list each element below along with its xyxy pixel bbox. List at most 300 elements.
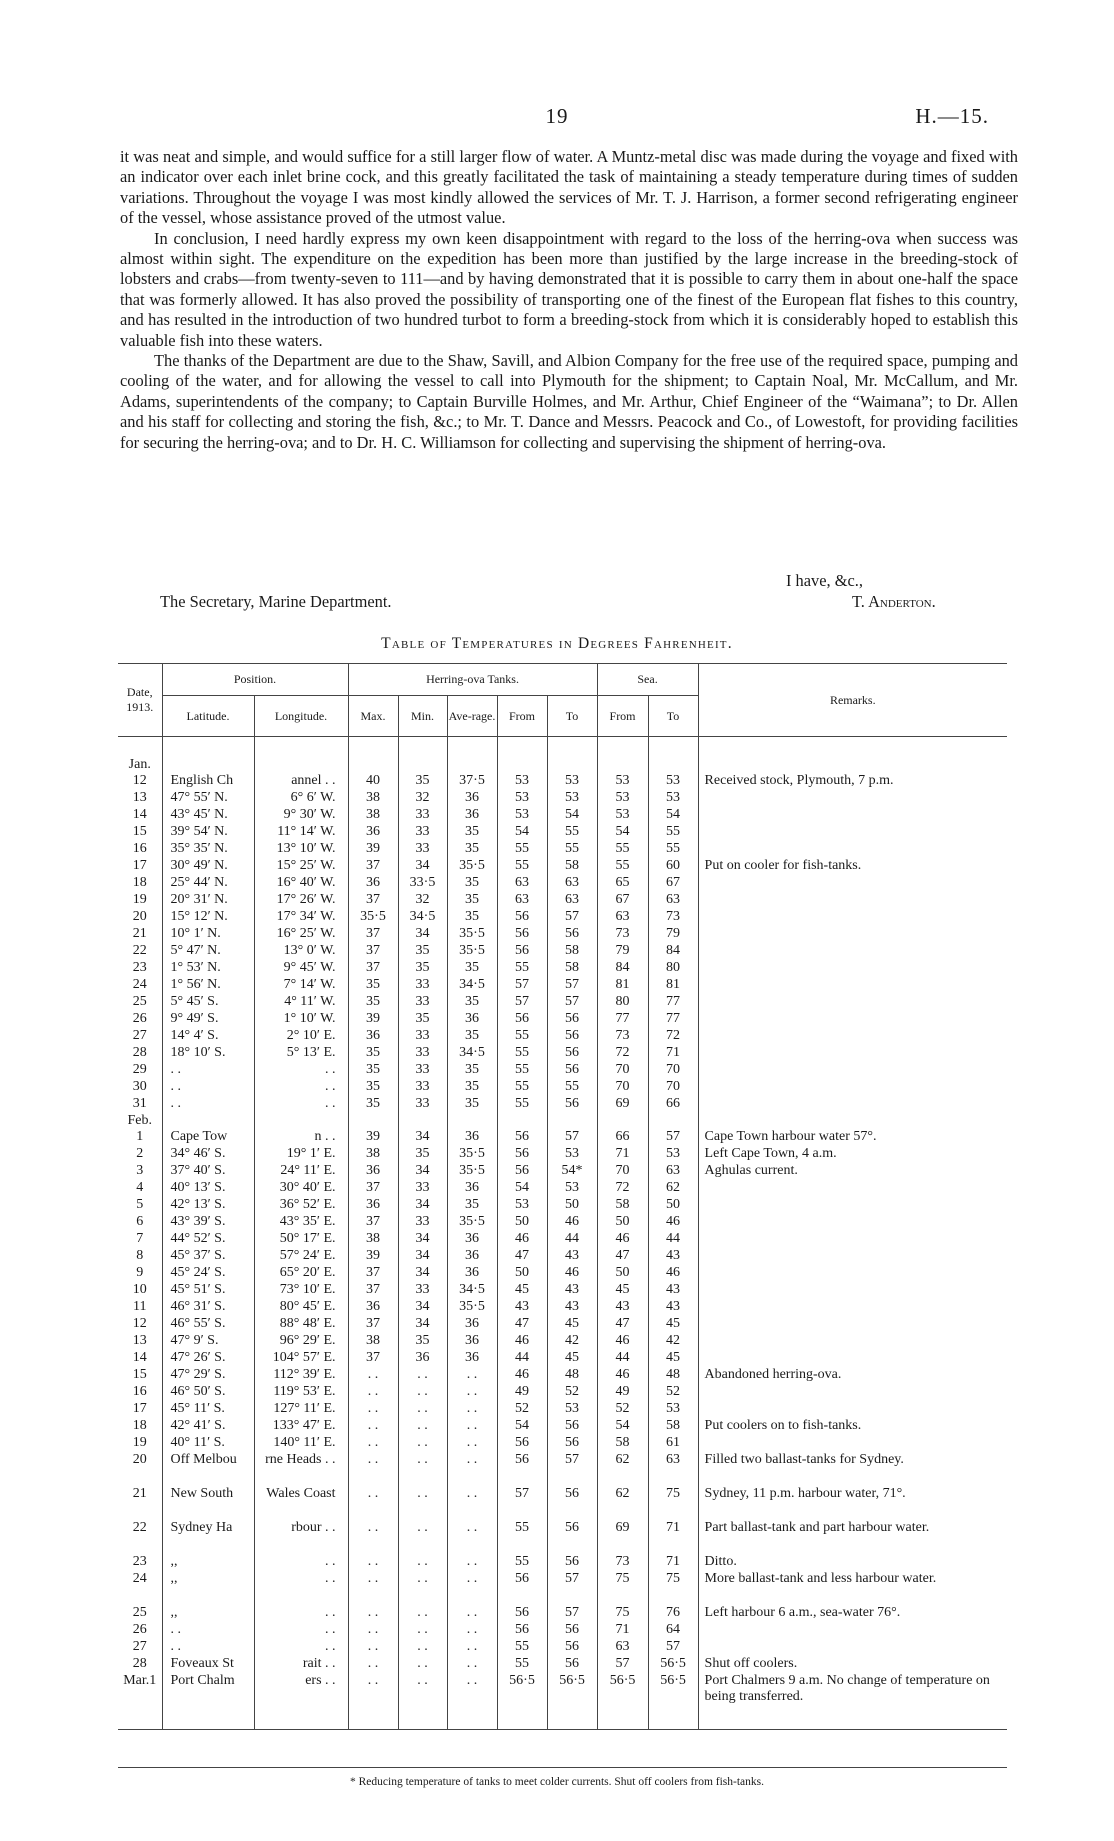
table-row	[118, 1028, 1007, 1045]
latitude-cell: ,,	[162, 1605, 254, 1622]
sea-from-cell: 50	[597, 1214, 648, 1231]
tank-max-cell: . .	[348, 1384, 398, 1401]
sea-to-cell: 46	[648, 1214, 698, 1231]
tank-from-cell: 63	[497, 875, 547, 892]
table-row	[118, 1367, 1007, 1384]
tank-to-cell: 56	[547, 1045, 597, 1062]
remarks-cell	[698, 1028, 1007, 1045]
remarks-cell	[698, 841, 1007, 858]
latitude-cell: 45° 51′ S.	[162, 1282, 254, 1299]
tank-from-cell: 46	[497, 1367, 547, 1384]
sea-from-cell: 45	[597, 1282, 648, 1299]
tank-min-cell: 34·5	[398, 909, 447, 926]
tank-average-cell: 37·5	[447, 773, 497, 790]
month-label: Jan.	[128, 757, 151, 772]
date-cell: 28	[132, 1045, 147, 1060]
header-sea-from: From	[597, 696, 648, 737]
remarks-cell	[698, 1639, 1007, 1656]
body-text	[120, 147, 1018, 453]
tank-min-cell: 35	[398, 1146, 447, 1163]
tank-max-cell: 36	[348, 875, 398, 892]
sea-to-cell: 75	[648, 1571, 698, 1605]
tank-from-cell: 55	[497, 1656, 547, 1673]
tank-to-cell: 56	[547, 1096, 597, 1113]
sea-to-cell: 67	[648, 875, 698, 892]
sea-to-cell: 71	[648, 1045, 698, 1062]
tank-to-cell: 57	[547, 977, 597, 994]
table-row	[118, 858, 1007, 875]
header-tank-to: To	[547, 696, 597, 737]
latitude-cell: 35° 35′ N.	[162, 841, 254, 858]
table-row	[118, 1554, 1007, 1571]
sea-to-cell	[648, 1113, 698, 1129]
tank-to-cell: 52	[547, 1384, 597, 1401]
sea-from-cell: 72	[597, 1180, 648, 1197]
sea-to-cell: 62	[648, 1180, 698, 1197]
sea-from-cell: 44	[597, 1350, 648, 1367]
tank-average-cell: 36	[447, 1011, 497, 1028]
sea-from-cell: 66	[597, 1129, 648, 1146]
tank-to-cell	[547, 1113, 597, 1129]
tank-max-cell: 36	[348, 1163, 398, 1180]
date-cell: 26	[132, 1011, 147, 1026]
remarks-cell: Left Cape Town, 4 a.m.	[698, 1146, 1007, 1163]
longitude-cell: rne Heads . .	[254, 1452, 348, 1486]
tank-to-cell: 53	[547, 1180, 597, 1197]
latitude-cell: 15° 12′ N.	[162, 909, 254, 926]
tank-from-cell: 56	[497, 1011, 547, 1028]
latitude-cell: 47° 29′ S.	[162, 1367, 254, 1384]
date-cell: 9	[136, 1265, 144, 1280]
remarks-cell	[698, 1113, 1007, 1129]
tank-average-cell: 36	[447, 1316, 497, 1333]
latitude-cell: 43° 45′ N.	[162, 807, 254, 824]
tank-average-cell: . .	[447, 1571, 497, 1605]
tank-from-cell: 63	[497, 892, 547, 909]
table-row	[118, 1045, 1007, 1062]
sea-from-cell: 69	[597, 1520, 648, 1554]
table-row	[118, 1282, 1007, 1299]
tank-to-cell: 58	[547, 943, 597, 960]
tank-min-cell: 34	[398, 1299, 447, 1316]
longitude-cell: . .	[254, 1605, 348, 1622]
sea-to-cell: 63	[648, 1163, 698, 1180]
date-cell: 22	[132, 943, 147, 958]
tank-min-cell: 34	[398, 1248, 447, 1265]
remarks-cell	[698, 1350, 1007, 1367]
header-sea: Sea.	[597, 664, 698, 696]
latitude-cell: Port Chalm	[162, 1673, 254, 1723]
tank-to-cell: 46	[547, 1265, 597, 1282]
sea-from-cell: 84	[597, 960, 648, 977]
tank-min-cell: 36	[398, 1350, 447, 1367]
table-row	[118, 824, 1007, 841]
sea-to-cell	[648, 757, 698, 773]
tank-min-cell: . .	[398, 1622, 447, 1639]
longitude-cell: 140° 11′ E.	[254, 1435, 348, 1452]
tank-max-cell: . .	[348, 1673, 398, 1723]
latitude-cell: ,,	[162, 1554, 254, 1571]
tank-max-cell: . .	[348, 1452, 398, 1486]
tank-to-cell: 46	[547, 1214, 597, 1231]
tank-min-cell: 33·5	[398, 875, 447, 892]
sea-from-cell: 47	[597, 1248, 648, 1265]
tank-average-cell: . .	[447, 1605, 497, 1622]
date-cell: 20	[132, 909, 147, 924]
tank-from-cell: 56	[497, 943, 547, 960]
tank-max-cell	[348, 757, 398, 773]
tank-max-cell: 39	[348, 1248, 398, 1265]
table-row	[118, 1605, 1007, 1622]
footnote-rule	[118, 1767, 1007, 1768]
date-cell: 25	[132, 1605, 147, 1620]
tank-max-cell: 35	[348, 994, 398, 1011]
tank-max-cell: 40	[348, 773, 398, 790]
tank-min-cell: . .	[398, 1486, 447, 1520]
remarks-cell: Received stock, Plymouth, 7 p.m.	[698, 773, 1007, 790]
longitude-cell: 36° 52′ E.	[254, 1197, 348, 1214]
tank-from-cell: 53	[497, 1197, 547, 1214]
tank-min-cell: 34	[398, 1163, 447, 1180]
tank-to-cell: 53	[547, 773, 597, 790]
tank-min-cell: . .	[398, 1384, 447, 1401]
table-row	[118, 1096, 1007, 1113]
table-title: Table of Temperatures in Degrees Fahrenheit.	[381, 635, 733, 652]
tank-min-cell: 33	[398, 1079, 447, 1096]
tank-min-cell: . .	[398, 1673, 447, 1723]
tank-from-cell: 55	[497, 960, 547, 977]
latitude-cell: 34° 46′ S.	[162, 1146, 254, 1163]
longitude-cell: 15° 25′ W.	[254, 858, 348, 875]
date-cell: 16	[132, 841, 147, 856]
sea-from-cell: 75	[597, 1605, 648, 1622]
table-row	[118, 1401, 1007, 1418]
date-cell: 4	[136, 1180, 144, 1195]
sea-to-cell: 45	[648, 1350, 698, 1367]
tank-min-cell: 33	[398, 1180, 447, 1197]
sea-from-cell: 70	[597, 1163, 648, 1180]
tank-max-cell: 39	[348, 841, 398, 858]
table-row	[118, 1452, 1007, 1486]
sea-from-cell	[597, 1113, 648, 1129]
remarks-cell	[698, 1401, 1007, 1418]
sea-to-cell: 44	[648, 1231, 698, 1248]
longitude-cell: . .	[254, 1062, 348, 1079]
tank-from-cell: 46	[497, 1333, 547, 1350]
tank-average-cell: . .	[447, 1622, 497, 1639]
remarks-cell	[698, 994, 1007, 1011]
sea-to-cell: 53	[648, 790, 698, 807]
tank-average-cell: 35·5	[447, 943, 497, 960]
table-row	[118, 1163, 1007, 1180]
tank-average-cell: 35	[447, 960, 497, 977]
date-cell: 28	[132, 1656, 147, 1671]
latitude-cell: Sydney Ha	[162, 1520, 254, 1554]
tank-from-cell: 52	[497, 1401, 547, 1418]
temperature-table	[118, 663, 1007, 1730]
tank-average-cell: . .	[447, 1435, 497, 1452]
tank-average-cell: 35·5	[447, 1214, 497, 1231]
tank-max-cell: 36	[348, 824, 398, 841]
sea-from-cell: 69	[597, 1096, 648, 1113]
remarks-cell	[698, 926, 1007, 943]
table-row	[118, 1248, 1007, 1265]
tank-min-cell: . .	[398, 1435, 447, 1452]
remarks-cell	[698, 1316, 1007, 1333]
longitude-cell: 57° 24′ E.	[254, 1248, 348, 1265]
longitude-cell: 2° 10′ E.	[254, 1028, 348, 1045]
header-latitude: Latitude.	[162, 696, 254, 737]
latitude-cell: . .	[162, 1062, 254, 1079]
remarks-cell	[698, 892, 1007, 909]
remarks-cell: Filled two ballast-tanks for Sydney.	[698, 1452, 1007, 1486]
remarks-cell: Ditto.	[698, 1554, 1007, 1571]
table-row	[118, 1299, 1007, 1316]
date-cell: 21	[132, 1486, 147, 1501]
tank-average-cell: 35	[447, 1079, 497, 1096]
table-row	[118, 1673, 1007, 1723]
date-cell: 12	[132, 1316, 147, 1331]
tank-from-cell: 57	[497, 994, 547, 1011]
sea-to-cell: 76	[648, 1605, 698, 1622]
latitude-cell: 5° 45′ S.	[162, 994, 254, 1011]
tank-average-cell: . .	[447, 1384, 497, 1401]
tank-min-cell: . .	[398, 1367, 447, 1384]
tank-max-cell: . .	[348, 1571, 398, 1605]
sea-to-cell: 48	[648, 1367, 698, 1384]
tank-to-cell: 56	[547, 1418, 597, 1435]
remarks-cell	[698, 1282, 1007, 1299]
remarks-cell	[698, 1265, 1007, 1282]
tank-min-cell: 34	[398, 1197, 447, 1214]
sea-from-cell: 71	[597, 1622, 648, 1639]
tank-min-cell: 34	[398, 1231, 447, 1248]
header-max: Max.	[348, 696, 398, 737]
sea-to-cell: 66	[648, 1096, 698, 1113]
table-row	[118, 1350, 1007, 1367]
sea-from-cell: 53	[597, 773, 648, 790]
latitude-cell: 10° 1′ N.	[162, 926, 254, 943]
table-row	[118, 1146, 1007, 1163]
tank-max-cell: 37	[348, 1214, 398, 1231]
sea-from-cell	[597, 757, 648, 773]
remarks-cell	[698, 1435, 1007, 1452]
sea-to-cell: 63	[648, 1452, 698, 1486]
tank-from-cell: 55	[497, 1079, 547, 1096]
table-row	[118, 875, 1007, 892]
tank-to-cell: 43	[547, 1282, 597, 1299]
remarks-cell	[698, 790, 1007, 807]
date-cell: 27	[132, 1028, 147, 1043]
month-label: Feb.	[127, 1113, 152, 1128]
longitude-cell: 104° 57′ E.	[254, 1350, 348, 1367]
tank-from-cell	[497, 757, 547, 773]
date-cell: 24	[132, 977, 147, 992]
date-cell: 17	[132, 1401, 147, 1416]
date-cell: 3	[136, 1163, 144, 1178]
tank-from-cell: 55	[497, 1096, 547, 1113]
sea-to-cell: 56·5	[648, 1656, 698, 1673]
tank-to-cell: 42	[547, 1333, 597, 1350]
tank-min-cell: 33	[398, 824, 447, 841]
tank-average-cell: . .	[447, 1367, 497, 1384]
latitude-cell: 1° 56′ N.	[162, 977, 254, 994]
tank-average-cell: 35	[447, 824, 497, 841]
latitude-cell: English Ch	[162, 773, 254, 790]
sea-to-cell: 73	[648, 909, 698, 926]
tank-to-cell: 63	[547, 892, 597, 909]
longitude-cell: 9° 30′ W.	[254, 807, 348, 824]
table-row	[118, 841, 1007, 858]
longitude-cell: rait . .	[254, 1656, 348, 1673]
tank-max-cell: 38	[348, 1231, 398, 1248]
tank-min-cell: 33	[398, 841, 447, 858]
sea-from-cell: 46	[597, 1231, 648, 1248]
date-cell: 13	[132, 790, 147, 805]
tank-max-cell	[348, 1113, 398, 1129]
tank-to-cell: 55	[547, 824, 597, 841]
sea-from-cell: 58	[597, 1435, 648, 1452]
tank-from-cell: 47	[497, 1316, 547, 1333]
tank-max-cell: 35	[348, 1062, 398, 1079]
tank-from-cell: 44	[497, 1350, 547, 1367]
longitude-cell: Wales Coast	[254, 1486, 348, 1520]
latitude-cell: 46° 55′ S.	[162, 1316, 254, 1333]
tank-min-cell: 35	[398, 1011, 447, 1028]
tank-average-cell: . .	[447, 1486, 497, 1520]
longitude-cell: 13° 10′ W.	[254, 841, 348, 858]
sea-from-cell: 52	[597, 1401, 648, 1418]
sea-to-cell: 55	[648, 824, 698, 841]
tank-average-cell: 35·5	[447, 858, 497, 875]
tank-max-cell: 38	[348, 1333, 398, 1350]
remarks-cell	[698, 1248, 1007, 1265]
latitude-cell: . .	[162, 1622, 254, 1639]
sea-from-cell: 72	[597, 1045, 648, 1062]
latitude-cell: 47° 9′ S.	[162, 1333, 254, 1350]
tank-from-cell: 56	[497, 1622, 547, 1639]
table-row	[118, 1231, 1007, 1248]
sea-to-cell: 71	[648, 1520, 698, 1554]
sea-from-cell: 63	[597, 1639, 648, 1656]
date-cell: 24	[132, 1571, 147, 1586]
tank-to-cell	[547, 757, 597, 773]
tank-to-cell: 56	[547, 1639, 597, 1656]
latitude-cell: 45° 37′ S.	[162, 1248, 254, 1265]
tank-min-cell: . .	[398, 1401, 447, 1418]
sea-to-cell: 70	[648, 1062, 698, 1079]
sea-to-cell: 43	[648, 1299, 698, 1316]
tank-average-cell: 35	[447, 1062, 497, 1079]
tank-min-cell: 33	[398, 1096, 447, 1113]
sea-to-cell: 71	[648, 1554, 698, 1571]
remarks-cell	[698, 1299, 1007, 1316]
table-row	[118, 1129, 1007, 1146]
sea-to-cell: 45	[648, 1316, 698, 1333]
table-end-spacer	[118, 1723, 1007, 1730]
header-remarks: Remarks.	[698, 664, 1007, 737]
tank-to-cell: 57	[547, 909, 597, 926]
longitude-cell: annel . .	[254, 773, 348, 790]
date-cell: 11	[133, 1299, 147, 1314]
tank-max-cell: . .	[348, 1605, 398, 1622]
table-row	[118, 977, 1007, 994]
date-cell: Mar.1	[123, 1673, 157, 1688]
date-cell: 25	[132, 994, 147, 1009]
tank-min-cell: . .	[398, 1571, 447, 1605]
latitude-cell: 46° 50′ S.	[162, 1384, 254, 1401]
latitude-cell: Foveaux St	[162, 1656, 254, 1673]
tank-from-cell: 57	[497, 1486, 547, 1520]
sea-from-cell: 50	[597, 1265, 648, 1282]
sea-to-cell: 81	[648, 977, 698, 994]
date-cell: 12	[132, 773, 147, 788]
tank-min-cell: 34	[398, 858, 447, 875]
tank-max-cell: 38	[348, 1146, 398, 1163]
tank-from-cell: 53	[497, 807, 547, 824]
tank-max-cell: 37	[348, 1265, 398, 1282]
sea-to-cell: 46	[648, 1265, 698, 1282]
latitude-cell	[162, 757, 254, 773]
tank-to-cell: 45	[547, 1350, 597, 1367]
tank-to-cell: 57	[547, 1571, 597, 1605]
tank-min-cell: 33	[398, 1028, 447, 1045]
sea-from-cell: 62	[597, 1452, 648, 1486]
tank-average-cell: 35	[447, 1197, 497, 1214]
date-cell: 15	[132, 824, 147, 839]
tank-average-cell: 36	[447, 1350, 497, 1367]
tank-from-cell: 56	[497, 926, 547, 943]
month-row	[118, 757, 1007, 773]
tank-from-cell: 55	[497, 1062, 547, 1079]
sea-to-cell: 70	[648, 1079, 698, 1096]
closing: I have, &c.,	[786, 571, 863, 590]
latitude-cell: 40° 13′ S.	[162, 1180, 254, 1197]
table-row	[118, 1011, 1007, 1028]
remarks-cell	[698, 909, 1007, 926]
remarks-cell: Put on cooler for fish-tanks.	[698, 858, 1007, 875]
sea-to-cell: 64	[648, 1622, 698, 1639]
remarks-cell	[698, 807, 1007, 824]
tank-min-cell: 33	[398, 977, 447, 994]
table-body	[118, 737, 1007, 1730]
tank-from-cell: 43	[497, 1299, 547, 1316]
tank-min-cell: . .	[398, 1418, 447, 1435]
remarks-cell	[698, 824, 1007, 841]
tank-from-cell: 56·5	[497, 1673, 547, 1723]
sea-from-cell: 75	[597, 1571, 648, 1605]
paragraph: In conclusion, I need hardly express my own keen disappointment with regard to the loss of the herring-ova when success was almost within sight. The expenditure on the expedition has been more than justified by the large increase in the breeding-stock of lobsters and crabs—from twenty-seven to 111—and by having demonstrated that it is possible to carry them in about one-half the space that was formerly allowed. It has also proved the possibility of transporting one of the finest of the European flat fishes to this country, and has resulted in the introduction of two hundred turbot to form a breeding-stock from which it is considerably hoped to establish this valuable fish into these waters.	[120, 228, 1018, 350]
remarks-cell	[698, 1384, 1007, 1401]
latitude-cell: ,,	[162, 1571, 254, 1605]
tank-from-cell: 54	[497, 1418, 547, 1435]
sea-to-cell: 53	[648, 1146, 698, 1163]
sea-to-cell: 53	[648, 1401, 698, 1418]
tank-to-cell: 58	[547, 960, 597, 977]
date-cell: 7	[136, 1231, 144, 1246]
remarks-cell: Cape Town harbour water 57°.	[698, 1129, 1007, 1146]
table-row	[118, 1197, 1007, 1214]
date-cell: 8	[136, 1248, 144, 1263]
tank-max-cell: 37	[348, 858, 398, 875]
latitude-cell: 20° 31′ N.	[162, 892, 254, 909]
table-row	[118, 1062, 1007, 1079]
date-cell: 21	[132, 926, 147, 941]
remarks-cell	[698, 1214, 1007, 1231]
tank-min-cell: . .	[398, 1452, 447, 1486]
sea-to-cell: 84	[648, 943, 698, 960]
tank-max-cell: 35	[348, 977, 398, 994]
